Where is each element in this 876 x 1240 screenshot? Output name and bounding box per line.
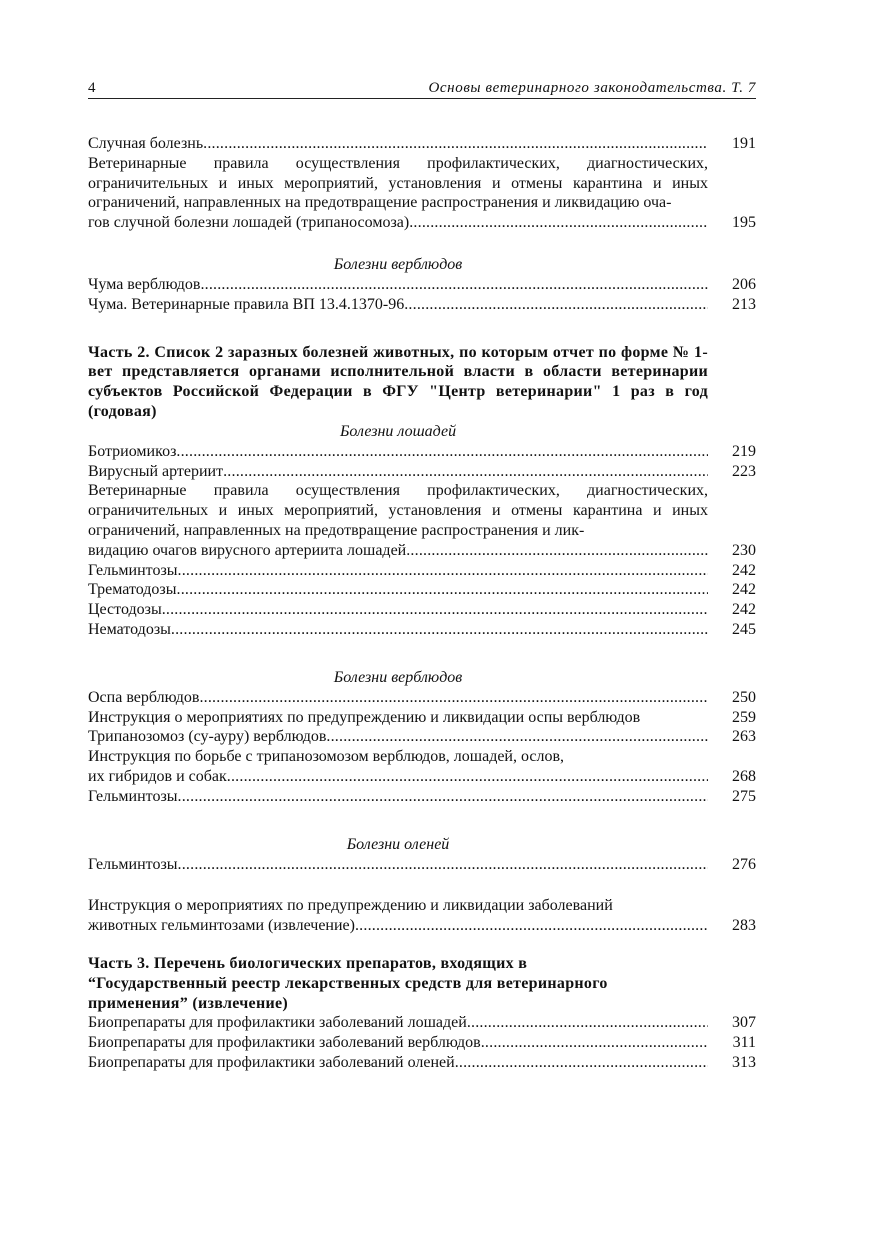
toc-entry-title: Биопрепараты для профилактики заболеваний верблюдов: [88, 1034, 481, 1052]
toc-page-number: 311: [732, 1034, 756, 1052]
toc-entry: [88, 1053, 756, 1073]
toc-page-number: 259: [732, 708, 756, 726]
book-title: Основы ветеринарного законодательства. Т. 7: [428, 80, 756, 96]
leader-dots: [467, 1013, 708, 1033]
toc-entry: [88, 787, 756, 807]
toc-entry-title: Нематодозы: [88, 620, 171, 638]
toc-page-number: 263: [732, 728, 756, 746]
toc-entry: [88, 295, 756, 315]
toc-entry: [88, 442, 756, 462]
toc-page-number: 206: [732, 275, 756, 293]
toc-page-number: 250: [732, 688, 756, 706]
toc-entry-title: Трипанозомоз (су-ауру) верблюдов: [88, 728, 327, 746]
toc-entry: [88, 580, 756, 600]
toc-entry-title: Вирусный артериит: [88, 462, 224, 480]
leader-dots: [200, 275, 708, 295]
toc-page-number: 275: [732, 787, 756, 805]
leader-dots: [355, 916, 708, 936]
toc-entry: [88, 154, 756, 233]
section-subheading: Болезни оленей: [346, 835, 450, 853]
leader-dots: [176, 442, 708, 462]
section-subheading: Болезни верблюдов: [333, 668, 463, 686]
toc-entry-title-end: видацию очагов вирусного артериита лошадей: [88, 541, 407, 559]
leader-dots: [326, 727, 708, 747]
toc-entry: [88, 481, 756, 560]
toc-entry: [88, 134, 756, 154]
toc-entry-title: Гельминтозы: [88, 855, 178, 873]
table-of-contents: [88, 134, 756, 1073]
running-header: [88, 78, 756, 99]
toc-entry: [88, 708, 756, 728]
toc-entry: [88, 600, 756, 620]
toc-page-number: 307: [732, 1014, 756, 1032]
toc-entry-title: Цестодозы: [88, 601, 162, 619]
toc-page-number: 268: [732, 767, 756, 785]
toc-entry: [88, 620, 756, 640]
toc-entry-title-end: их гибридов и собак: [88, 767, 227, 785]
toc-page-number: 242: [732, 561, 756, 579]
toc-entry-title: Гельминтозы: [88, 561, 178, 579]
leader-dots: [199, 688, 708, 708]
toc-page-number: 242: [732, 581, 756, 599]
toc-entry-title: Оспа верблюдов: [88, 688, 200, 706]
toc-entry-title: Инструкция о мероприятиях по предупреждению и ликвидации заболеваний: [88, 897, 613, 915]
leader-dots: [162, 600, 708, 620]
leader-dots: [227, 767, 708, 787]
toc-page-number: 223: [732, 462, 756, 480]
toc-entry: [88, 855, 756, 875]
toc-page-number: 313: [732, 1053, 756, 1071]
toc-entry: [88, 896, 756, 936]
toc-page-number: 195: [732, 214, 756, 232]
toc-entry: [88, 1013, 756, 1033]
leader-dots: [409, 213, 708, 233]
leader-dots: [223, 462, 708, 482]
toc-page-number: 230: [732, 541, 756, 559]
toc-entry: [88, 275, 756, 295]
toc-entry: [88, 747, 756, 787]
leader-dots: [404, 295, 708, 315]
toc-entry-title: Инструкция о мероприятиях по предупреждению и ликвидации оспы верблюдов: [88, 708, 641, 726]
toc-entry: [88, 462, 756, 482]
toc-page-number: 213: [732, 295, 756, 313]
toc-entry-title-end: гов случной болезни лошадей (трипаносомоза): [88, 214, 410, 232]
leader-dots: [203, 134, 708, 154]
document-page: [88, 78, 756, 1071]
toc-entry-title: Биопрепараты для профилактики заболеваний лошадей: [88, 1014, 467, 1032]
toc-entry-title: Ветеринарные правила осуществления профилактических, диагностических, ограничительных и иных мероприятий, установления и отмены карантина и иных ограничений, направленных на предотвращение распространения и ликвидацию оча-: [88, 154, 708, 212]
page-number: 4: [88, 80, 96, 96]
toc-entry-title: Ветеринарные правила осуществления профилактических, диагностических, ограничительных и иных мероприятий, установления и отмены карантина и иных ограничений, направленных на предотвращение распространения и лик-: [88, 482, 708, 539]
toc-page-number: 283: [732, 917, 756, 935]
leader-dots: [178, 561, 708, 581]
toc-entry-title: Инструкция по борьбе с трипанозомозом верблюдов, лошадей, ослов,: [88, 748, 565, 766]
toc-page-number: 191: [732, 135, 756, 152]
toc-entry-title: Трематодозы: [88, 581, 177, 599]
toc-entry: [88, 1033, 756, 1053]
leader-dots: [178, 787, 708, 807]
leader-dots: [177, 580, 709, 600]
toc-entry-title: Ботриомикоз: [88, 442, 177, 460]
toc-page-number: 242: [732, 601, 756, 619]
part-heading: Часть 3. Перечень биологических препаратов, входящих в “Государственный реестр лекарственных средств для ветеринарного применения” (извлечение): [88, 954, 608, 1012]
toc-entry: [88, 561, 756, 581]
toc-entry-title-end: животных гельминтозами (извлечение): [88, 917, 355, 935]
toc-entry: [88, 727, 756, 747]
toc-entry-title: Случная болезнь: [88, 135, 204, 152]
toc-entry: [88, 688, 756, 708]
toc-page-number: 219: [732, 442, 756, 460]
leader-dots: [178, 855, 708, 875]
toc-page-number: 276: [732, 855, 756, 873]
toc-entry-title: Биопрепараты для профилактики заболеваний оленей: [88, 1053, 455, 1071]
section-subheading: Болезни лошадей: [339, 422, 457, 440]
toc-entry-title: Чума. Ветеринарные правила ВП 13.4.1370-96: [88, 295, 405, 313]
toc-entry-title: Гельминтозы: [88, 787, 178, 805]
toc-page-number: 245: [732, 620, 756, 638]
toc-entry-title: Чума верблюдов: [88, 275, 201, 293]
leader-dots: [481, 1033, 708, 1053]
leader-dots: [406, 541, 708, 561]
section-subheading: Болезни верблюдов: [333, 255, 463, 273]
leader-dots: [171, 620, 708, 640]
leader-dots: [455, 1053, 708, 1073]
part-heading: Часть 2. Список 2 заразных болезней животных, по которым отчет по форме № 1-вет представляется органами исполнительной власти в области ветеринарии субъектов Российской Федерации в ФГУ "Центр ветеринарии" 1 раз в год (годовая): [88, 343, 708, 420]
